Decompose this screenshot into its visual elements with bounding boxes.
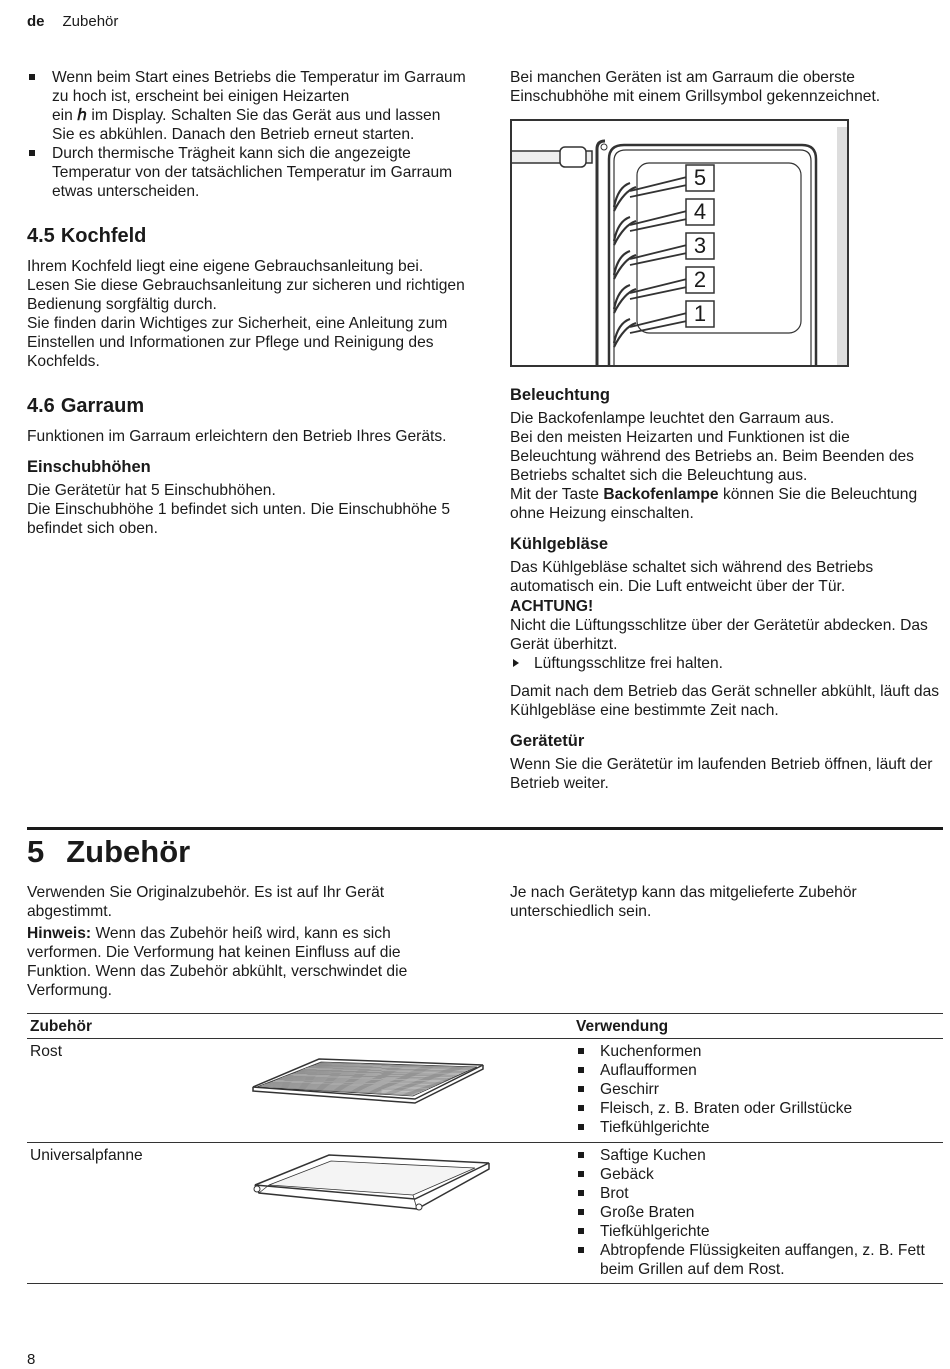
usage-item: Geschirr [576,1080,943,1099]
header-title: Zubehör [62,13,119,30]
hint-label: Hinweis: [27,925,92,942]
table-header-row [27,1014,943,1039]
kuehl-text: Damit nach dem Betrieb das Gerät schneller abkühlt, läuft das Kühlgebläse eine bestimmte Zeit nach. [510,683,940,719]
einschub-text: Die Einschubhöhe 1 befindet sich unten. Die Einschubhöhe 5 befindet sich oben. [27,501,451,537]
usage-item: Brot [576,1184,943,1203]
list-item: Wenn beim Start eines Betriebs die Temperatur im Garraum zu hoch ist, erscheint bei einigen Heizarten ein ℎ im Display. Schalten Sie das Gerät aus und lassen Sie es abkühlen. Danach den Betrieb erneut starten. [27,68,467,144]
usage-list [576,1042,943,1137]
subheading-einschubhoehen: Einschubhöhen [27,458,151,476]
shelf-number-labels [686,165,714,327]
usage-item: Saftige Kuchen [576,1146,943,1165]
left-column [27,68,467,538]
oven-shelf-diagram [510,119,849,367]
usage-item: Große Braten [576,1203,943,1222]
usage-item: Auflaufformen [576,1061,943,1080]
shelf-number: 1 [693,301,707,326]
usage-item: Abtropfende Flüssigkeiten auffangen, z. B. Fett beim Grillen auf dem Rost. [576,1241,943,1279]
beleuchtung-text: Mit der Taste Backofenlampe können Sie die Beleuchtung ohne Heizung einschalten. [510,486,918,522]
list-item: Durch thermische Trägheit kann sich die angezeigte Temperatur von der tatsächlichen Temperatur im Garraum etwas unterscheiden. [27,144,467,201]
page-header [27,12,118,31]
right-column [510,68,940,793]
page-number: 8 [27,1351,36,1368]
intro-text: Verwenden Sie Originalzubehör. Es ist auf Ihr Gerät abgestimmt. [27,884,385,920]
usage-item: Kuchenformen [576,1042,943,1061]
grill-note: Bei manchen Geräten ist am Garraum die oberste Einschubhöhe mit einem Grillsymbol gekennzeichnet. [510,69,881,105]
heat-symbol-icon: ℎ [77,107,88,124]
usage-list [576,1146,943,1279]
usage-item: Tiefkühlgerichte [576,1118,943,1137]
shelf-number: 4 [693,199,707,224]
accessory-name: Rost [27,1039,243,1143]
kochfeld-paragraph: Ihrem Kochfeld liegt eine eigene Gebrauchsanleitung bei. Lesen Sie diese Gebrauchsanleitung zur sicheren und richtigen Bedienung sorgfältig durch. [27,258,465,313]
geraetetuer-text: Wenn Sie die Gerätetür im laufenden Betrieb öffnen, läuft der Betrieb weiter. [510,756,933,792]
usage-item: Tiefkühlgerichte [576,1222,943,1241]
chapter-intro-left [27,883,467,1000]
chapter-divider [27,827,943,830]
rost-illustration [243,1039,573,1143]
warning-text: Nicht die Lüftungsschlitze über der Gerätetür abdecken. Das Gerät überhitzt. [510,617,928,653]
shelf-number: 2 [693,267,707,292]
beleuchtung-text: Die Backofenlampe leuchtet den Garraum aus. [510,410,835,427]
shelf-levels-illustration [512,121,847,365]
language-code: de [27,13,45,30]
subheading-beleuchtung: Beleuchtung [510,386,610,404]
warning-label: ACHTUNG! [510,598,594,615]
section-heading-4-6: 4.6 Garraum [27,395,145,417]
einschub-text: Die Gerätetür hat 5 Einschubhöhen. [27,482,276,499]
chapter-intro-right [510,883,940,921]
column-header-zubehoer: Zubehör [27,1014,573,1039]
column-header-verwendung: Verwendung [573,1014,943,1039]
subheading-kuehlgeblaese: Kühlgebläse [510,535,609,553]
table-row [27,1039,943,1143]
accessories-table [27,1013,943,1284]
usage-item: Fleisch, z. B. Braten oder Grillstücke [576,1099,943,1118]
section-heading-4-5: 4.5 Kochfeld [27,225,147,247]
table-row [27,1143,943,1284]
baking-tray-icon [243,1143,573,1277]
chapter-heading: 5 Zubehör [27,834,191,869]
action-step: Lüftungsschlitze frei halten. [510,654,940,673]
kuehl-text: Das Kühlgebläse schaltet sich während des Betriebs automatisch ein. Die Luft entweicht über der Tür. [510,559,874,595]
shelf-number: 3 [693,233,707,258]
shelf-number: 5 [693,165,707,190]
wire-rack-icon [243,1039,573,1137]
accessory-name: Universalpfanne [27,1143,243,1284]
intro-text: Je nach Gerätetyp kann das mitgelieferte Zubehör unterschiedlich sein. [510,884,857,920]
subheading-geraetetuer: Gerätetür [510,732,585,750]
temperature-notes [27,68,467,201]
backofenlampe-key-label: Backofenlampe [603,486,719,503]
usage-item: Gebäck [576,1165,943,1184]
usage-cell [573,1039,943,1143]
beleuchtung-text: Bei den meisten Heizarten und Funktionen ist die Beleuchtung während des Betriebs an. Beim Beenden des Betriebs schaltet sich die Beleuchtung aus. [510,429,914,484]
kochfeld-paragraph: Sie finden darin Wichtiges zur Sicherheit, eine Anleitung zum Einstellen und Informationen zur Pflege und Reinigung des Kochfelds. [27,315,448,370]
garraum-paragraph: Funktionen im Garraum erleichtern den Betrieb Ihres Geräts. [27,428,447,445]
usage-cell [573,1143,943,1284]
universalpfanne-illustration [243,1143,573,1284]
hint-text: Hinweis: Wenn das Zubehör heiß wird, kann es sich verformen. Die Verformung hat keinen Einfluss auf die Funktion. Wenn das Zubehör abkühlt, verschwindet die Verformung. [27,925,408,999]
